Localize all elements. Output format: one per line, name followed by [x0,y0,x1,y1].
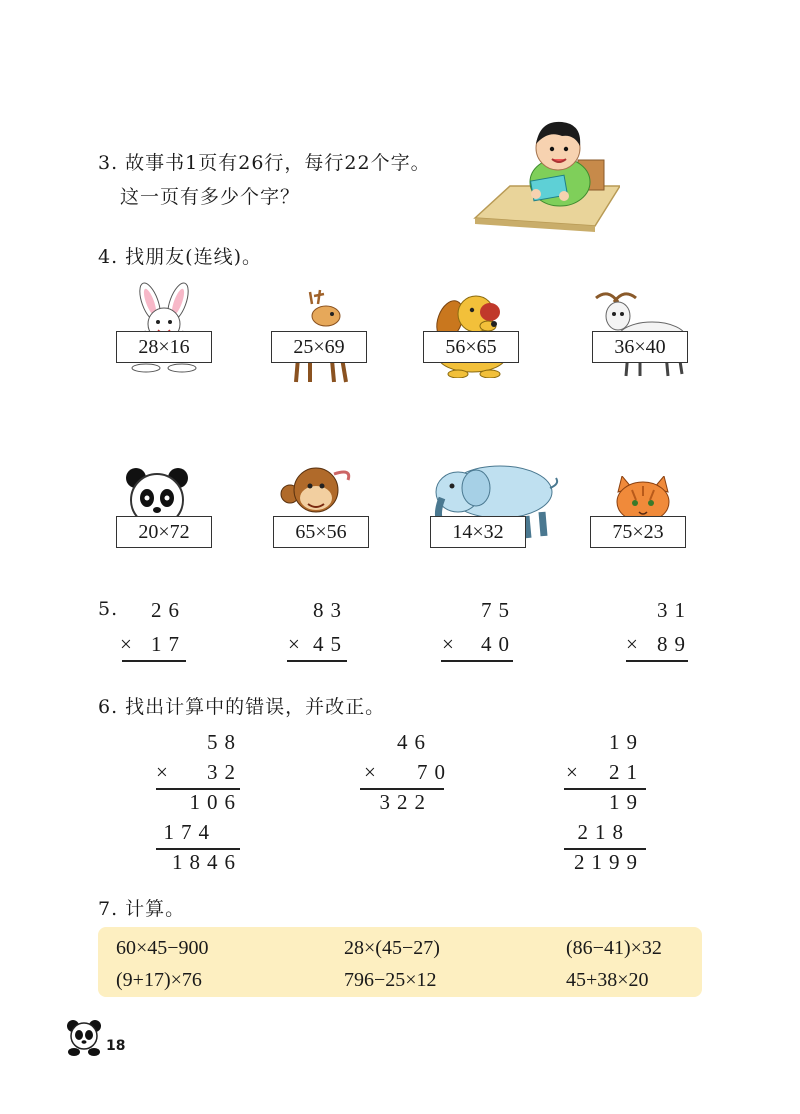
expr-2-3: 45+38×20 [566,969,649,991]
expr-1-3: (86−41)×32 [566,937,662,959]
p6b-result: 322 [379,790,432,814]
p6c-top: 19 [609,730,644,754]
panda-page-icon [64,1018,104,1058]
p5-1-times: × [120,632,139,656]
p5-1-rule [122,660,186,662]
p6b-top: 46 [397,730,432,754]
page-number: 18 [106,1038,126,1054]
p6b-times: × [364,760,383,784]
p5-3-times: × [442,632,461,656]
card-top-2[interactable]: 25×69 [271,331,367,363]
p5-2-top: 83 [313,598,348,622]
p6c-times: × [566,760,585,784]
p6b-bottom: 70 [417,760,452,784]
p6c-partial-1: 19 [609,790,644,814]
card-bottom-2[interactable]: 65×56 [273,516,369,548]
p5-3-rule [441,660,513,662]
p5-4-times: × [626,632,645,656]
p6a-partial-1: 106 [189,790,242,814]
p5-4-bottom: 89 [657,632,692,656]
card-top-4[interactable]: 36×40 [592,331,688,363]
boy-reading-illustration [470,108,620,233]
card-top-1[interactable]: 28×16 [116,331,212,363]
p6a-result: 1846 [172,850,242,874]
p6c-result: 2199 [574,850,644,874]
card-top-3[interactable]: 56×65 [423,331,519,363]
problem-7-title: 7. 计算。 [98,898,186,920]
problem-5-label: 5. [98,598,119,620]
p6c-bottom: 21 [609,760,644,784]
p5-2-bottom: 45 [313,632,348,656]
p6c-partial-2: 218 [577,820,630,844]
p6a-bottom: 32 [207,760,242,784]
expr-2-1: (9+17)×76 [116,969,202,991]
expr-1-2: 28×(45−27) [344,937,440,959]
p5-3-top: 75 [481,598,516,622]
p6a-top: 58 [207,730,242,754]
p5-2-times: × [288,632,307,656]
card-bottom-4[interactable]: 75×23 [590,516,686,548]
problem-3-line-2: 这一页有多少个字？ [120,186,301,208]
p6a-partial-2: 174 [163,820,216,844]
expr-1-1: 60×45−900 [116,937,209,959]
problem-6-title: 6. 找出计算中的错误，并改正。 [98,696,386,718]
p5-4-top: 31 [657,598,692,622]
p6a-times: × [156,760,175,784]
p5-4-rule [626,660,688,662]
p5-2-rule [287,660,347,662]
card-bottom-3[interactable]: 14×32 [430,516,526,548]
problem-4-title: 4. 找朋友(连线)。 [98,246,262,268]
p5-1-bottom: 17 [151,632,186,656]
problem-3-line-1: 3. 故事书1页有26行，每行22个字。 [98,152,431,174]
p5-1-top: 26 [151,598,186,622]
card-bottom-1[interactable]: 20×72 [116,516,212,548]
p5-3-bottom: 40 [481,632,516,656]
expr-2-2: 796−25×12 [344,969,437,991]
